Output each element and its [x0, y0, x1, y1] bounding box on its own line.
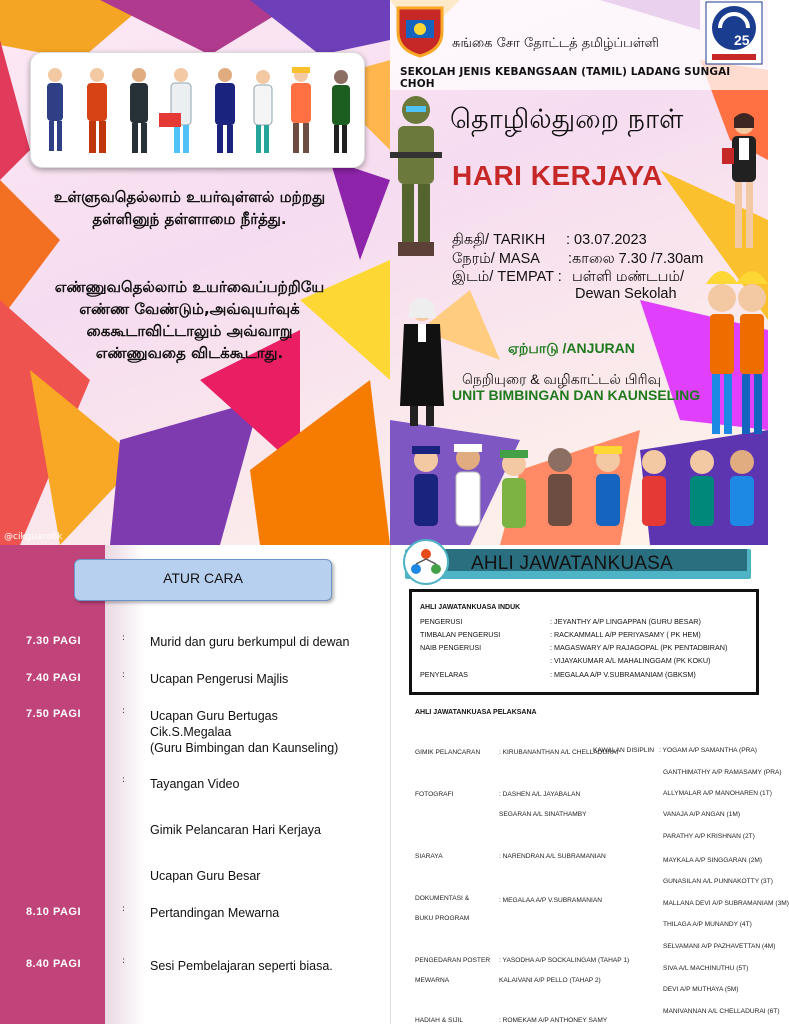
tamil-quote-2-line-1: எண்ணுவதெல்லாம் உயர்வைப்பற்றியே [54, 278, 325, 296]
date-value: : 03.07.2023 [566, 232, 647, 248]
businesswoman-figure-illustration [720, 108, 766, 258]
agenda-item [150, 671, 386, 687]
anniversary-number: 25 [734, 32, 750, 48]
school-name-malay: SEKOLAH JENIS KEBANGSAAN (TAMIL) LADANG SUNGAI CHOH [400, 66, 731, 90]
exec-member: DEVI A/P MUTHAYA (5M) [663, 986, 739, 993]
organizer-malay: UNIT BIMBINGAN DAN KAUNSELING [452, 387, 701, 403]
place-value-tamil: பள்ளி மண்டபம்/ [572, 269, 685, 285]
exec-role: DOKUMENTASI & [415, 895, 470, 902]
organizer-tamil: நெறியுரை & வழிகாட்டல் பிரிவு [462, 371, 662, 387]
tamil-quote-1-line-1: உள்ளுவதெல்லாம் உயர்வுள்ளல் மற்றது [53, 188, 326, 206]
committee-role: PENGERUSI [420, 617, 463, 626]
judge-figure-illustration [396, 294, 450, 434]
place-value-malay: Dewan Sekolah [575, 286, 677, 302]
committee-role: PENYELARAS [420, 670, 468, 679]
agenda-colon: : [122, 633, 126, 643]
event-title-tamil: தொழில்துறை நாள் [450, 104, 684, 135]
exec-role: HADIAH & SIJIL [415, 1017, 464, 1024]
committee-member: : JEYANTHY A/P LINGAPPAN (GURU BESAR) [550, 617, 701, 626]
agenda-panel [0, 545, 390, 1024]
agenda-colon: : [122, 706, 126, 716]
agenda-colon: : [122, 956, 126, 966]
agenda-title: ATUR CARA [163, 570, 243, 586]
tamil-quote-2-line-3: கைகூடாவிட்டாலும் அவ்வாறு [86, 322, 293, 340]
agenda-colon: : [122, 775, 126, 785]
exec-member: SIVA A/L MACHINUTHU (5T) [663, 965, 749, 972]
exec-member: THILAGA A/P MUNANDY (4T) [663, 921, 752, 928]
team-icon [403, 539, 449, 585]
exec-role: BUKU PROGRAM [415, 915, 470, 922]
careers-people-illustration [31, 53, 366, 169]
agenda-colon: : [122, 904, 126, 914]
committee-member: : VIJAYAKUMAR A/L MAHALINGGAM (PK KOKU) [550, 656, 711, 665]
exec-member: MANIVANNAN A/L CHELLADURAI (6T) [663, 1008, 780, 1015]
exec-member: : KIRUBANANTHAN A/L CHELLADURAI [499, 749, 619, 756]
exec-role: FOTOGRAFI [415, 791, 454, 798]
tamil-quote-1-line-2: தள்ளினுந் தள்ளாமை நீர்த்து. [92, 210, 287, 228]
agenda-item-text: (Guru Bimbingan dan Kaunseling) [150, 741, 339, 755]
committee-role: TIMBALAN PENGERUSI [420, 630, 501, 639]
time-value: :காலை 7.30 /7.30am [568, 251, 704, 267]
agenda-time: 7.50 PAGI [26, 708, 82, 720]
exec-role: GIMIK PELANCARAN [415, 749, 481, 756]
place-label: இடம்/ TEMPAT : [452, 269, 562, 285]
agenda-item [150, 776, 386, 792]
engineer-figures-illustration [704, 258, 768, 448]
main-committee-heading: AHLI JAWATANKUASA INDUK [420, 604, 521, 611]
agenda-item [150, 634, 386, 650]
organizer-label: ஏற்பாடு /ANJURAN [508, 340, 635, 356]
committee-member: : RACKAMMALL A/P PERIYASAMY ( PK HEM) [550, 630, 701, 639]
exec-member: : YOGAM A/P SAMANTHA (PRA) [659, 747, 757, 754]
school-name-tamil: சுங்கை சோ தோட்டத் தமிழ்ப்பள்ளி [452, 36, 659, 51]
committee-role: NAIB PENGERUSI [420, 643, 482, 652]
agenda-item-text: Ucapan Pengerusi Majlis [150, 672, 289, 686]
watermark: @cikguarofik [4, 532, 63, 542]
exec-member: VANAJA A/P ANGAN (1M) [663, 811, 741, 818]
agenda-colon: : [122, 670, 126, 680]
exec-role: MEWARNA [415, 977, 450, 984]
exec-member: SEGARAN A/L SINATHAMBY [499, 811, 587, 818]
agenda-item [150, 905, 386, 921]
school-crest-logo [392, 2, 448, 58]
agenda-item [150, 708, 386, 756]
agenda-time: 8.40 PAGI [26, 958, 82, 970]
committee-title: AHLI JAWATANKUASA [471, 553, 673, 574]
exec-member: GANTHIMATHY A/P RAMASAMY (PRA) [663, 769, 782, 776]
agenda-item-text: Cik.S.Megalaa [150, 725, 232, 739]
agenda-item-text: Gimik Pelancaran Hari Kerjaya [150, 823, 321, 837]
date-label: திகதி/ TARIKH [452, 232, 546, 248]
committee-member: : MAGASWARY A/P RAJAGOPAL (PK PENTADBIRAN) [550, 643, 728, 652]
exec-member: MALLANA DEVI A/P SUBRAMANIAM (3M) [663, 900, 789, 907]
agenda-item-text: Murid dan guru berkumpul di dewan [150, 635, 350, 649]
exec-member: : ROMEKAM A/P ANTHONEY SAMY [499, 1017, 608, 1024]
exec-role: PENGEDARAN POSTER [415, 957, 491, 964]
tamil-quote-2 [12, 276, 367, 364]
exec-member: : YASODHA A/P SOCKALINGAM (TAHAP 1) [499, 957, 630, 964]
tamil-quote-2-line-4: எண்ணுவதை விடக்கூடாது. [95, 344, 284, 362]
agenda-time: 7.30 PAGI [26, 635, 82, 647]
exec-member: MAYKALA A/P SINGGARAN (2M) [663, 857, 763, 864]
exec-member: GUNASILAN A/L PUNNAKOTTY (3T) [663, 878, 773, 885]
agenda-item-text: Pertandingan Mewarna [150, 906, 280, 920]
agenda-item [150, 822, 386, 838]
agenda-time: 8.10 PAGI [26, 906, 82, 918]
agenda-item-text: Ucapan Guru Bertugas [150, 709, 278, 723]
exec-member: : MEGALAA A/P V.SUBRAMANIAN [499, 897, 602, 904]
professionals-group-illustration [402, 440, 762, 540]
exec-member: ALLYMALAR A/P MANOHAREN (1T) [663, 790, 772, 797]
exec-member: KALAIVANI A/P PELLO (TAHAP 2) [499, 977, 601, 984]
exec-member: SELVAMANI A/P PAZHAVETTAN (4M) [663, 943, 776, 950]
agenda-item [150, 868, 386, 884]
anniversary-25-logo [706, 2, 762, 64]
tamil-quote-1 [12, 186, 367, 230]
committee-panel [390, 545, 789, 1024]
team-icon-graphic [405, 541, 447, 583]
exec-role: KAWALAN DISIPLIN [593, 747, 655, 754]
committee-member: : MEGALAA A/P V.SUBRAMANIAM (GBKSM) [550, 670, 696, 679]
exec-member: : NARENDRAN A/L SUBRAMANIAN [499, 853, 606, 860]
agenda-time: 7.40 PAGI [26, 672, 82, 684]
agenda-time-column [0, 545, 105, 1024]
exec-member: : DASHEN A/L JAYABALAN [499, 791, 581, 798]
agenda-item-text: Tayangan Video [150, 777, 240, 791]
exec-role: SIARAYA [415, 853, 443, 860]
agenda-item-text: Ucapan Guru Besar [150, 869, 261, 883]
agenda-item-text: Sesi Pembelajaran seperti biasa. [150, 959, 333, 973]
agenda-title-scroll [74, 559, 332, 601]
soldier-figure-illustration [386, 92, 446, 262]
event-title-malay: HARI KERJAYA [452, 160, 663, 191]
time-label: நேரம்/ MASA [452, 251, 540, 267]
agenda-item [150, 958, 386, 974]
main-committee-box [409, 589, 759, 695]
executive-committee-heading: AHLI JAWATANKUASA PELAKSANA [415, 709, 537, 716]
tamil-quote-2-line-2: எண்ண வேண்டும்,அவ்வுயர்வுக் [79, 300, 300, 318]
careers-illustration-frame [30, 52, 365, 168]
exec-member: PARATHY A/P KRISHNAN (2T) [663, 833, 755, 840]
